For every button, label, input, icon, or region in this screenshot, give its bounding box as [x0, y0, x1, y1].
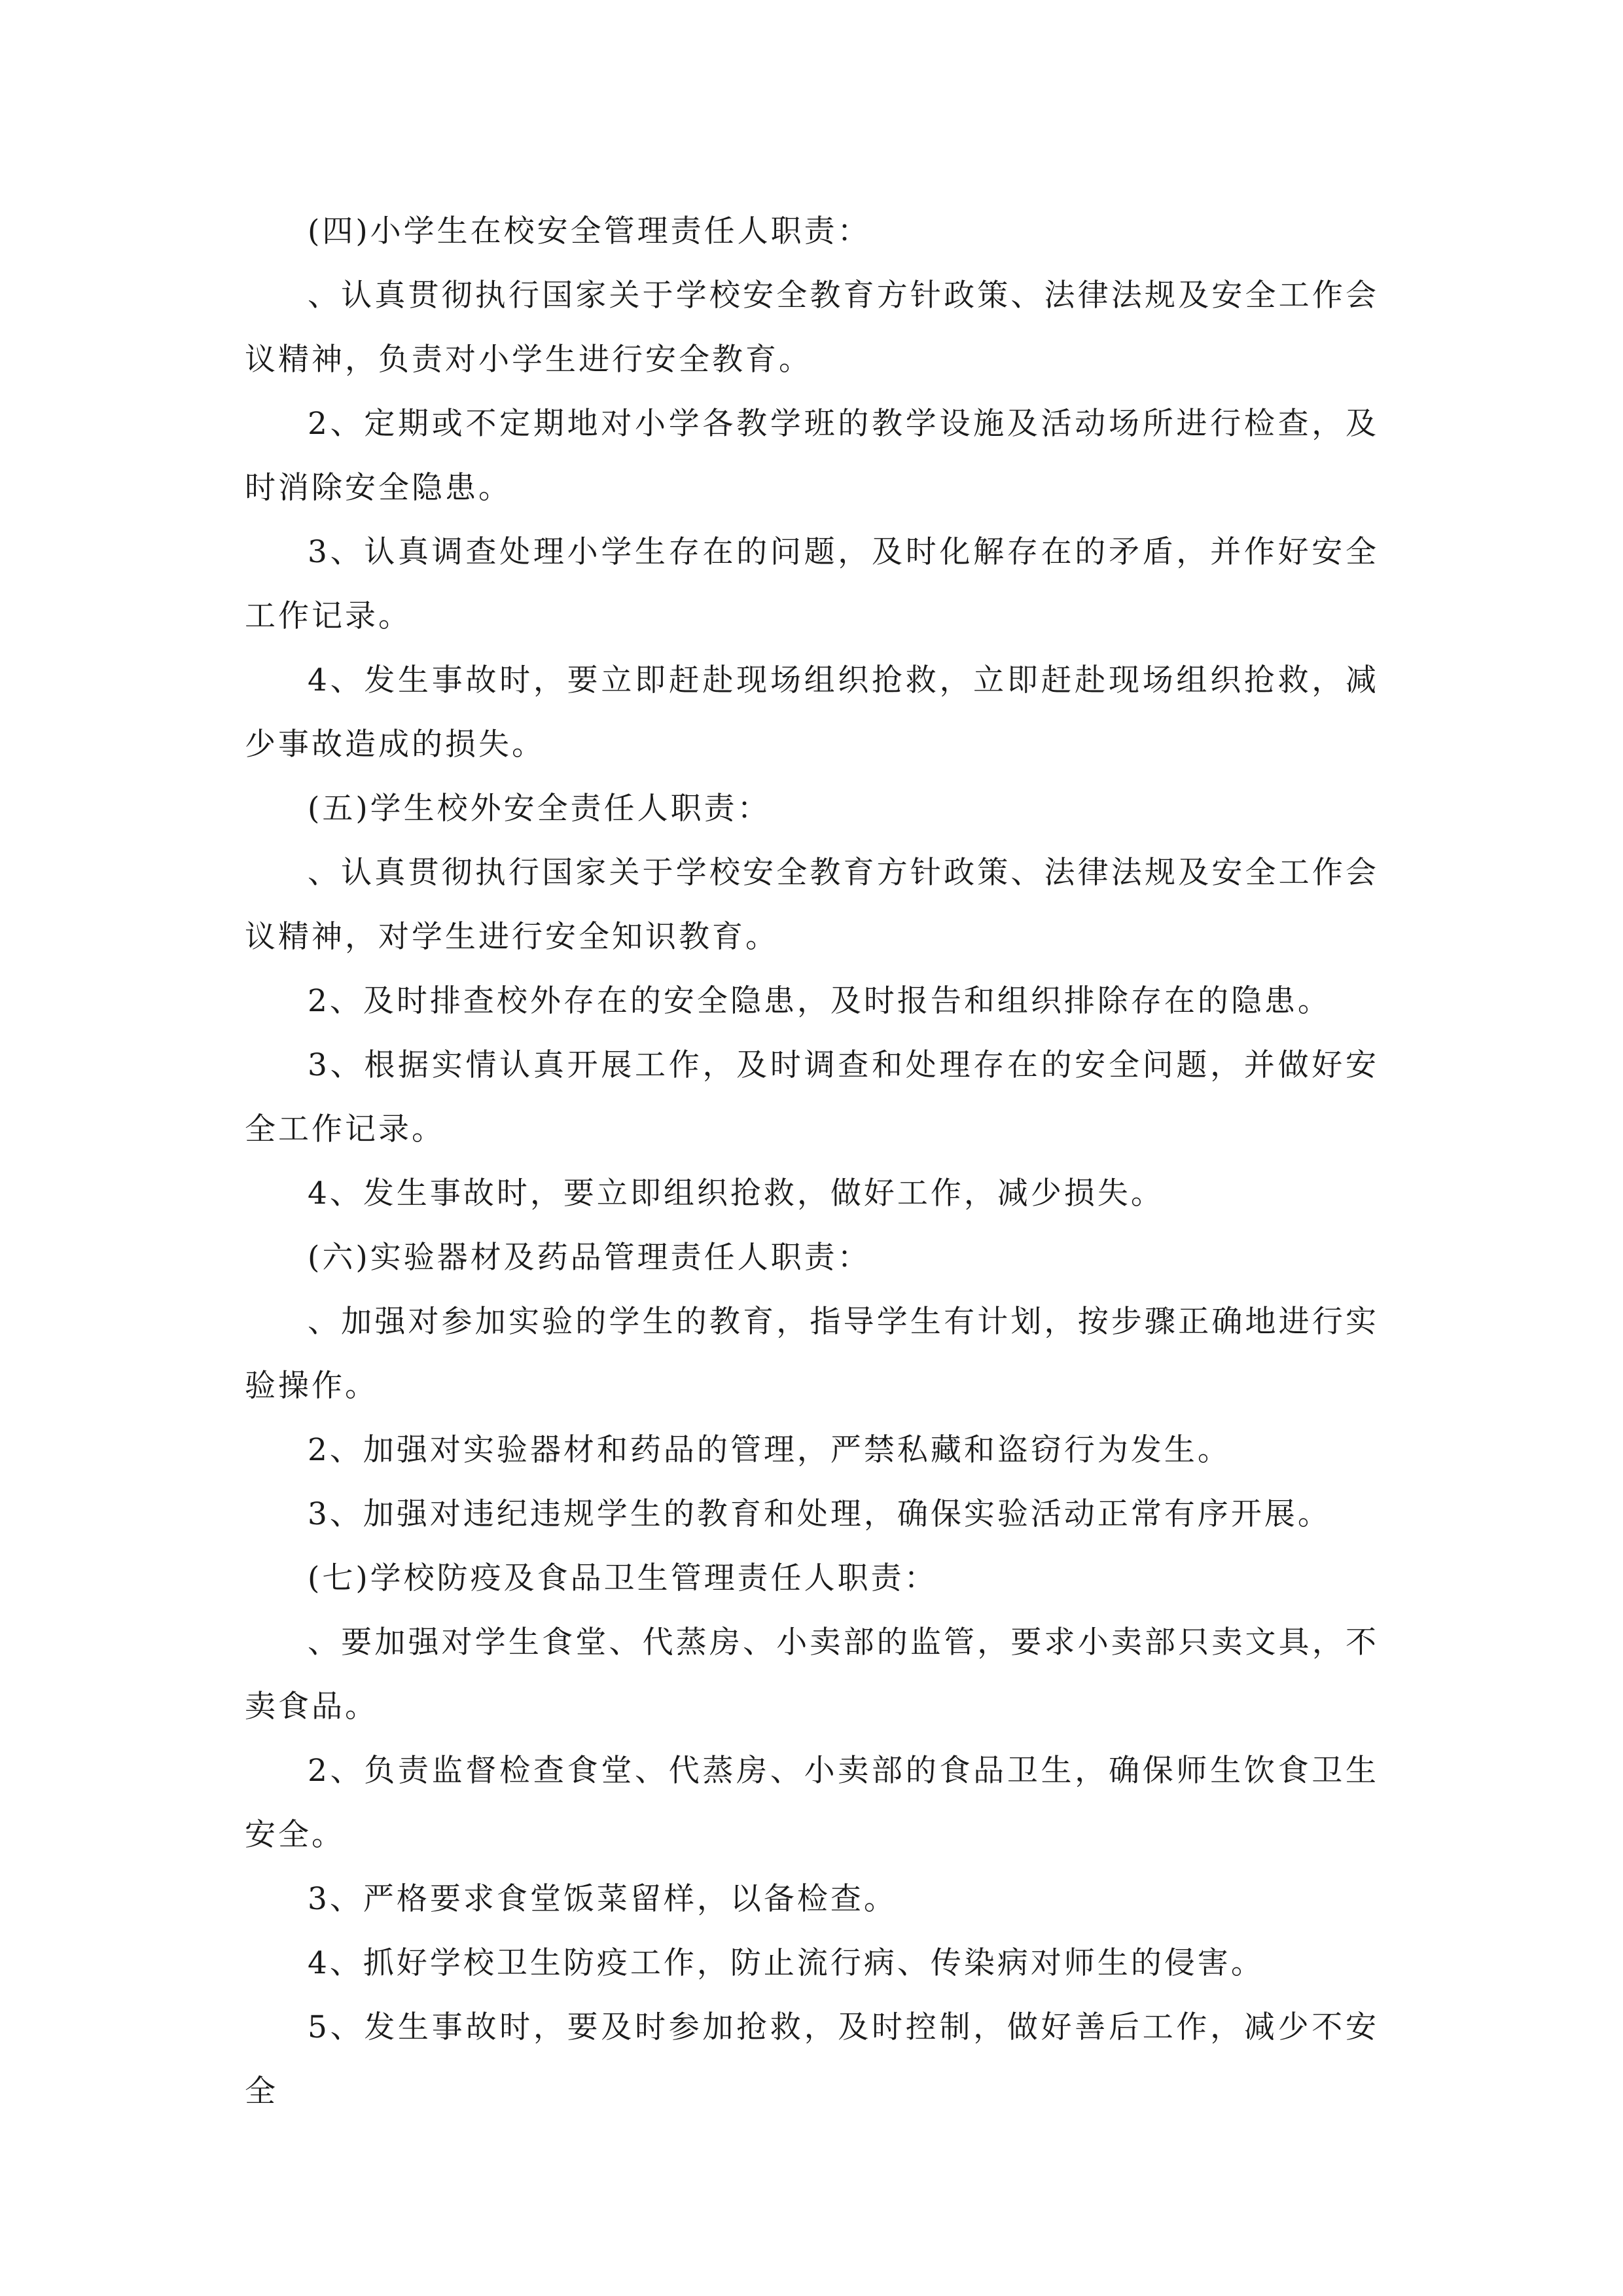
section-heading-5: (五)学生校外安全责任人职责： — [308, 791, 771, 827]
paragraph: 3、根据实情认真开展工作，及时调查和处理存在的安全问题，并做好安全工作记录。 — [245, 1047, 1379, 1147]
paragraph: 、加强对参加实验的学生的教育，指导学生有计划，按步骤正确地进行实验操作。 — [245, 1304, 1379, 1404]
paragraph: 、要加强对学生食堂、代蒸房、小卖部的监管，要求小卖部只卖文具，不卖食品。 — [245, 1624, 1379, 1725]
paragraph: 3、严格要求食堂饭菜留样，以备检查。 — [308, 1881, 897, 1917]
paragraph: 、认真贯彻执行国家关于学校安全教育方针政策、法律法规及安全工作会议精神，负责对小学生进行安全教育。 — [245, 278, 1379, 378]
paragraph: 、认真贯彻执行国家关于学校安全教育方针政策、法律法规及安全工作会议精神，对学生进行安全知识教育。 — [245, 855, 1379, 955]
paragraph: 2、定期或不定期地对小学各教学班的教学设施及活动场所进行检查，及时消除安全隐患。 — [245, 406, 1379, 506]
paragraph: 4、发生事故时，要立即组织抢救，做好工作，减少损失。 — [308, 1175, 1164, 1211]
paragraph: 3、认真调查处理小学生存在的问题，及时化解存在的矛盾，并作好安全工作记录。 — [245, 534, 1379, 634]
paragraph: 2、加强对实验器材和药品的管理，严禁私藏和盗窃行为发生。 — [308, 1432, 1231, 1468]
paragraph: 2、及时排查校外存在的安全隐患，及时报告和组织排除存在的隐患。 — [308, 983, 1331, 1019]
section-heading-4: (四)小学生在校安全管理责任人职责： — [308, 213, 871, 249]
paragraph: 5、发生事故时，要及时参加抢救，及时控制，做好善后工作，减少不安全 — [245, 2009, 1379, 2109]
paragraph: 4、发生事故时，要立即赶赴现场组织抢救，立即赶赴现场组织抢救，减少事故造成的损失。 — [245, 662, 1379, 762]
section-heading-7: (七)学校防疫及食品卫生管理责任人职责： — [308, 1560, 938, 1596]
paragraph: 4、抓好学校卫生防疫工作，防止流行病、传染病对师生的侵害。 — [308, 1945, 1264, 1981]
document-body — [245, 200, 1379, 2124]
paragraph: 2、负责监督检查食堂、代蒸房、小卖部的食品卫生，确保师生饮食卫生安全。 — [245, 1753, 1379, 1853]
paragraph: 3、加强对违纪违规学生的教育和处理，确保实验活动正常有序开展。 — [308, 1496, 1331, 1532]
section-heading-6: (六)实验器材及药品管理责任人职责： — [308, 1240, 871, 1276]
